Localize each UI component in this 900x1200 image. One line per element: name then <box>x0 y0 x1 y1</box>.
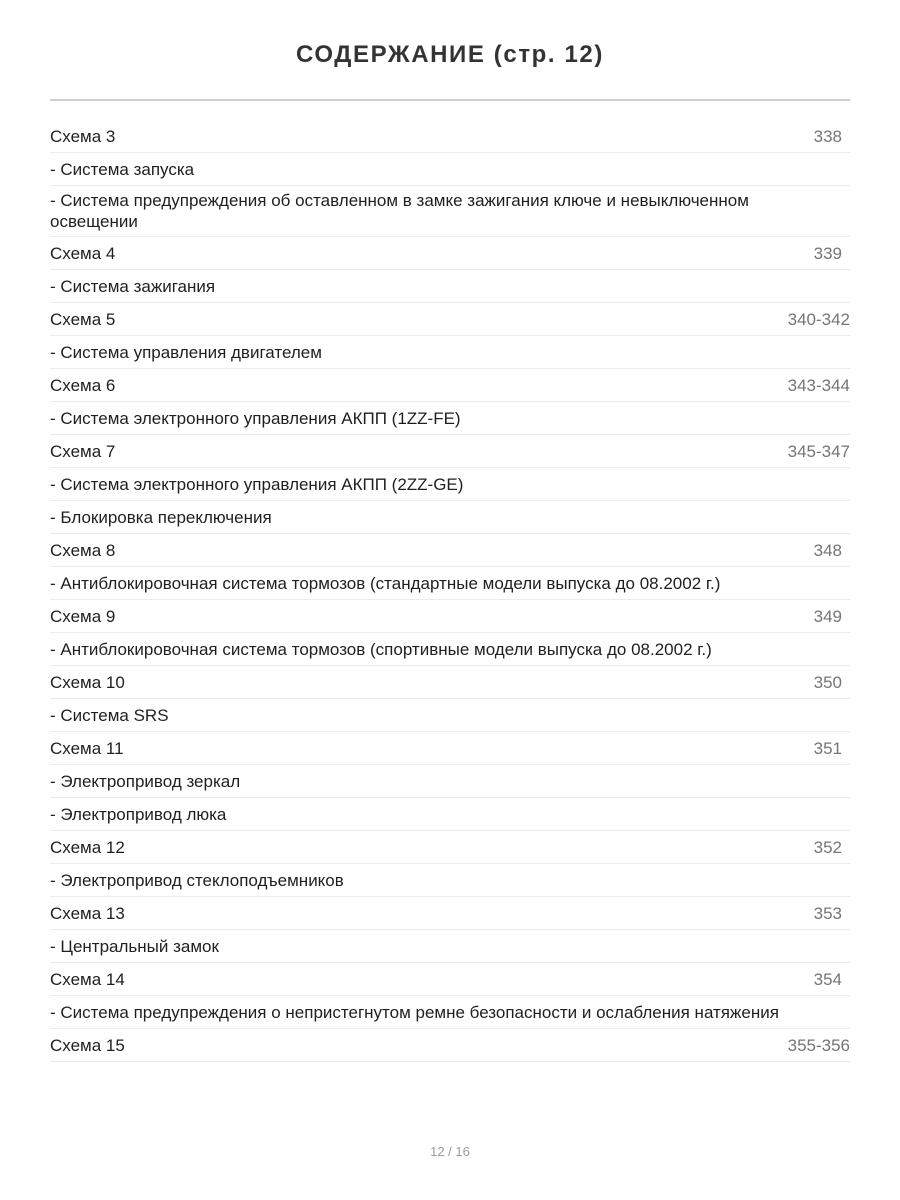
toc-entry-page: 351 <box>813 738 842 758</box>
toc-entry[interactable] <box>50 435 850 468</box>
toc-entry[interactable] <box>50 930 850 963</box>
toc-entry-page: 339 <box>813 243 842 263</box>
toc-entry[interactable] <box>50 765 850 798</box>
toc-entry-label: - Система электронного управления АКПП (1ZZ-FE) <box>50 408 461 428</box>
title-divider <box>50 99 850 101</box>
toc-entry-page: 343-344 <box>787 375 850 395</box>
toc-entry-page: 348 <box>813 540 842 560</box>
toc-entry-label: Схема 5 <box>50 309 116 329</box>
toc-entry-page: 345-347 <box>787 441 850 461</box>
toc-entry[interactable] <box>50 666 850 699</box>
table-of-contents <box>50 120 850 1062</box>
toc-entry[interactable] <box>50 633 850 666</box>
toc-entry-page: 340-342 <box>787 309 850 329</box>
toc-entry-label: - Система предупреждения об оставленном в замке зажигания ключе и невыключенном освещении <box>50 191 749 231</box>
toc-entry[interactable] <box>50 996 850 1029</box>
toc-entry[interactable] <box>50 600 850 633</box>
toc-entry-label: Схема 8 <box>50 540 116 560</box>
toc-entry-label: - Антиблокировочная система тормозов (стандартные модели выпуска до 08.2002 г.) <box>50 573 721 593</box>
toc-entry-label: - Электропривод люка <box>50 804 227 824</box>
toc-entry-label: Схема 3 <box>50 126 116 146</box>
toc-entry-page: 350 <box>813 672 842 692</box>
toc-entry[interactable] <box>50 864 850 897</box>
toc-entry-label: - Система электронного управления АКПП (2ZZ-GE) <box>50 474 464 494</box>
toc-entry-page: 352 <box>813 837 842 857</box>
toc-entry-page: 353 <box>813 903 842 923</box>
toc-entry-label: Схема 12 <box>50 837 125 857</box>
toc-entry-label: - Система SRS <box>50 705 169 725</box>
toc-entry[interactable] <box>50 153 850 186</box>
toc-entry-label: - Центральный замок <box>50 936 219 956</box>
toc-entry[interactable] <box>50 732 850 765</box>
toc-entry[interactable] <box>50 120 850 153</box>
toc-entry[interactable] <box>50 963 850 996</box>
toc-entry[interactable] <box>50 534 850 567</box>
toc-entry-label: - Антиблокировочная система тормозов (спортивные модели выпуска до 08.2002 г.) <box>50 639 712 659</box>
toc-entry[interactable] <box>50 369 850 402</box>
toc-entry-label: - Электропривод зеркал <box>50 771 241 791</box>
toc-entry[interactable] <box>50 798 850 831</box>
toc-entry-page: 354 <box>813 969 842 989</box>
toc-entry[interactable] <box>50 237 850 270</box>
toc-entry-label: Схема 9 <box>50 606 116 626</box>
toc-entry-label: - Система запуска <box>50 159 195 179</box>
toc-entry-page: 338 <box>813 126 842 146</box>
toc-entry[interactable] <box>50 186 850 237</box>
toc-entry[interactable] <box>50 1029 850 1062</box>
toc-entry-label: Схема 11 <box>50 738 124 758</box>
toc-entry-page: 349 <box>813 606 842 626</box>
toc-entry-label: - Блокировка переключения <box>50 507 272 527</box>
toc-entry-label: Схема 10 <box>50 672 125 692</box>
toc-entry[interactable] <box>50 567 850 600</box>
toc-entry-page: 355-356 <box>787 1035 850 1055</box>
toc-entry-label: Схема 7 <box>50 441 116 461</box>
toc-entry[interactable] <box>50 699 850 732</box>
toc-entry-label: - Электропривод стеклоподъемников <box>50 870 344 890</box>
toc-entry-label: - Система управления двигателем <box>50 342 322 362</box>
toc-entry[interactable] <box>50 303 850 336</box>
page-title: СОДЕРЖАНИЕ (стр. 12) <box>296 41 604 68</box>
toc-entry[interactable] <box>50 270 850 303</box>
toc-entry-label: Схема 4 <box>50 243 116 263</box>
page-indicator: 12 / 16 <box>430 1144 470 1159</box>
toc-entry[interactable] <box>50 468 850 501</box>
toc-entry-label: Схема 6 <box>50 375 116 395</box>
toc-entry[interactable] <box>50 501 850 534</box>
toc-entry[interactable] <box>50 897 850 930</box>
toc-entry[interactable] <box>50 831 850 864</box>
toc-entry-label: - Система предупреждения о непристегнутом ремне безопасности и ослабления натяжения <box>50 1002 779 1022</box>
toc-entry-label: - Система зажигания <box>50 276 216 296</box>
toc-entry[interactable] <box>50 402 850 435</box>
toc-entry-label: Схема 13 <box>50 903 125 923</box>
toc-entry-label: Схема 14 <box>50 969 125 989</box>
toc-entry[interactable] <box>50 336 850 369</box>
toc-entry-label: Схема 15 <box>50 1035 125 1055</box>
